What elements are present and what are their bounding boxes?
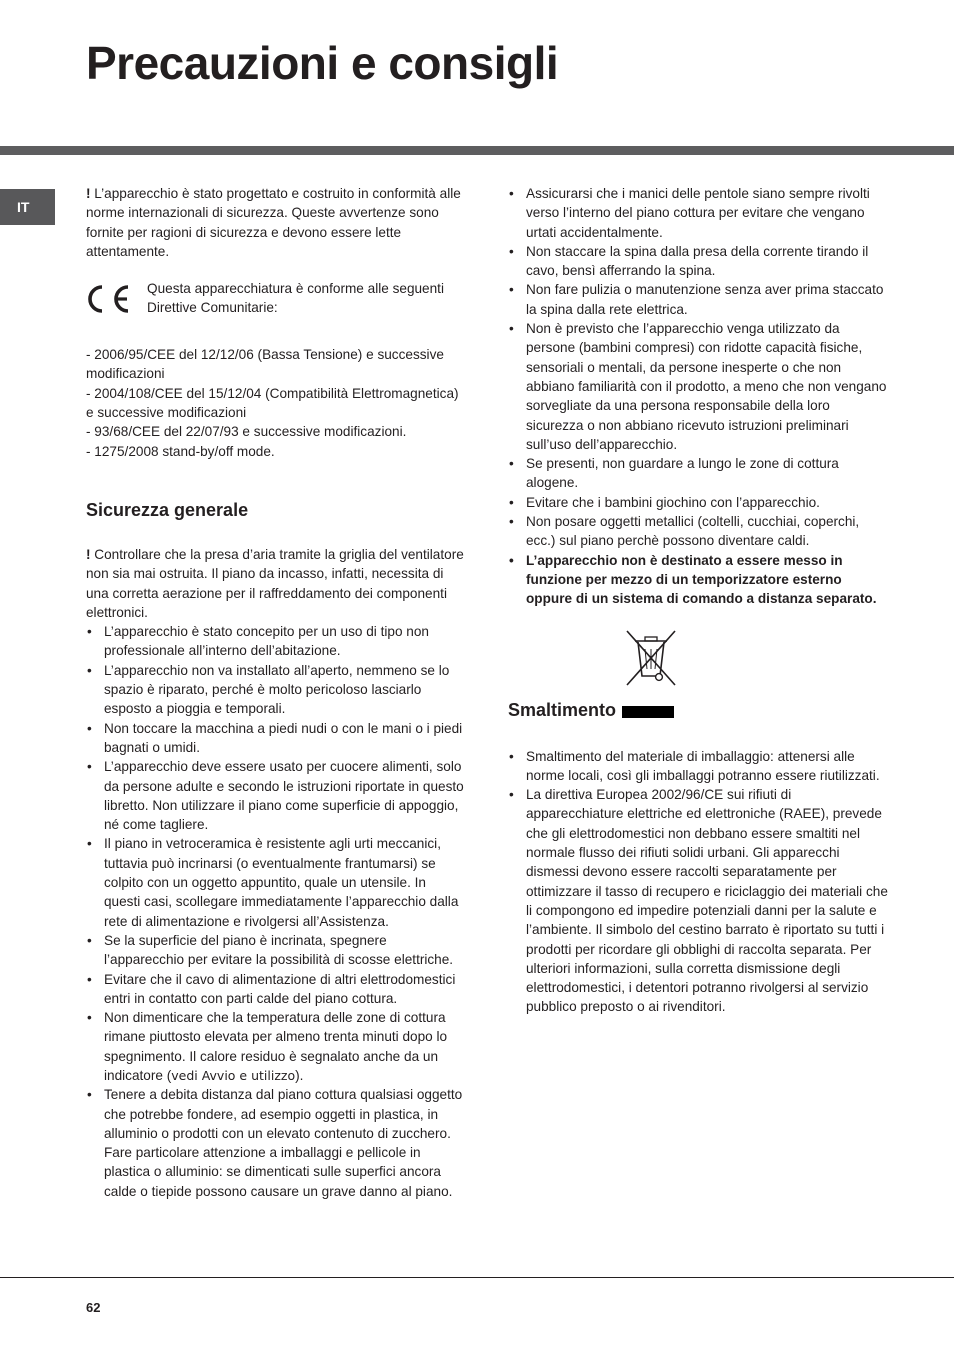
safety-intro-paragraph xyxy=(86,545,464,622)
list-item: • Non posare oggetti metallici (coltelli, cucchiai, coperchi, ecc.) sul piano perchè possono diventare caldi. xyxy=(508,512,890,551)
list-item: • Non è previsto che l’apparecchio venga utilizzato da persone (bambini compresi) con ridotte capacità fisiche, sensoriali o mentali, da persone inesperte o che non abbiano familiarità con il prodotto, a meno che non vengano sorvegliate da una persona responsabile della loro sicurezza o non abbiano ricevuto istruzioni preliminari sull’uso dell’apparecchio. xyxy=(508,319,890,454)
safety-list xyxy=(86,622,464,1201)
list-item xyxy=(86,1008,464,1085)
right-column xyxy=(508,184,890,1017)
intro-text: L’apparecchio è stato progettato e costruito in conformità alle norme internazionali di sicurezza. Queste avvertenze sono fornite per ragioni di sicurezza e devono essere lette attentamente. xyxy=(86,186,461,259)
directive-item: - 1275/2008 stand-by/off mode. xyxy=(86,443,275,459)
safety-intro-text: Controllare che la presa d’aria tramite la griglia del ventilatore non sia mai ostruita. Il piano da incasso, infatti, necessita di una corretta aerazione per il raffreddamento dei componenti elettronici. xyxy=(86,546,464,620)
list-item: • Tenere a debita distanza dal piano cottura qualsiasi oggetto che potrebbe fondere, ad esempio oggetti in plastica, in alluminio o prodotti con un elevato contenuto di zucchero. Fare particolare attenzione a imballaggi e pellicole in plastica o alluminio: se dimenticati sulle superfici ancora calde o tiepide possono causare un grave danno al piano. xyxy=(86,1085,464,1201)
weee-symbol-area xyxy=(508,629,890,699)
crossed-bin-icon xyxy=(624,629,678,687)
safety-list-continued xyxy=(508,184,890,609)
list-item: • La direttiva Europea 2002/96/CE sui rifiuti di apparecchiature elettriche ed elettroniche (RAEE), prevede che gli elettrodomestici non debbano essere smaltiti nel normale flusso dei rifiuti solidi urbani. Gli apparecchi dismessi devono essere raccolti separatamente per ottimizzare il tasso di recupero e riciclaggio dei materiali che li compongono ed impedire potenziali danni per la salute e l’ambiente. Il simbolo del cestino barrato è riportato su tutti i prodotti per ricordare gli obblighi di raccolta separata. Per ulteriori informazioni, sulla corretta dismissione degli elettrodomestici, i detentori potranno rivolgersi al servizio pubblico preposto o ai rivenditori. xyxy=(508,785,890,1017)
list-item: • L’apparecchio non va installato all’aperto, nemmeno se lo spazio è riparato, perché è molto pericoloso lasciarlo esposto a pioggia e temporali. xyxy=(86,661,464,719)
disposal-heading xyxy=(508,699,890,721)
warning-mark: ! xyxy=(86,186,91,201)
list-item: • Non toccare la macchina a piedi nudi o con le mani o i piedi bagnati o umidi. xyxy=(86,719,464,758)
left-column xyxy=(86,184,464,1201)
directive-item: - 2006/95/CEE del 12/12/06 (Bassa Tensione) e successive modificazioni xyxy=(86,347,444,382)
list-item: • Il piano in vetroceramica è resistente agli urti meccanici, tuttavia può incrinarsi (o eventualmente frantumarsi) se colpito con un oggetto appuntito, quale un utensile. In questi casi, scollegare immediatamente l’apparecchio dalla rete di alimentazione e rivolgersi all’Assistenza. xyxy=(86,834,464,930)
language-tab: IT xyxy=(0,189,55,225)
list-item: • L’apparecchio è stato concepito per un uso di tipo non professionale all’interno dell’abitazione. xyxy=(86,622,464,661)
ce-conformity-block xyxy=(86,279,464,343)
list-item: • Evitare che il cavo di alimentazione di altri elettrodomestici entri in contatto con parti calde del piano cottura. xyxy=(86,970,464,1009)
ce-mark-icon xyxy=(86,284,132,314)
list-item: • Non fare pulizia o manutenzione senza aver prima staccato la spina dalla rete elettrica. xyxy=(508,280,890,319)
residual-heat-text: Non dimenticare che la temperatura delle zone di cottura rimane piuttosto elevata per almeno trenta minuti dopo lo spegnimento. Il calore residuo è segnalato anche da un indicatore ( xyxy=(104,1010,448,1083)
page-number: 62 xyxy=(86,1300,101,1315)
list-item-bold-warning: • L’apparecchio non è destinato a essere messo in funzione per mezzo di un temporizzatore esterno oppure di un sistema di comando a distanza separato. xyxy=(508,551,890,609)
disposal-heading-text: Smaltimento xyxy=(508,699,617,720)
residual-heat-text-end: ). xyxy=(295,1067,304,1083)
weee-bar-icon xyxy=(622,706,674,718)
ce-conformity-text: Questa apparecchiatura è conforme alle seguenti Direttive Comunitarie: xyxy=(147,281,444,316)
directive-item: - 93/68/CEE del 22/07/93 e successive modificazioni. xyxy=(86,424,407,440)
page-title: Precauzioni e consigli xyxy=(86,37,559,89)
intro-paragraph xyxy=(86,184,464,261)
list-item: • Non staccare la spina dalla presa della corrente tirando il cavo, bensì afferrando la spina. xyxy=(508,242,890,281)
cross-reference: vedi Avvio e utilizzo xyxy=(171,1067,296,1083)
list-item: • Assicurarsi che i manici delle pentole siano sempre rivolti verso l’interno del piano cottura per evitare che vengano urtati accidentalmente. xyxy=(508,184,890,242)
footer-divider xyxy=(0,1277,954,1278)
list-item: • Se presenti, non guardare a lungo le zone di cottura alogene. xyxy=(508,454,890,493)
safety-heading: Sicurezza generale xyxy=(86,499,249,520)
list-item: • Evitare che i bambini giochino con l’apparecchio. xyxy=(508,493,890,512)
disposal-list xyxy=(508,747,890,1017)
directives-list xyxy=(86,345,464,461)
directive-item: - 2004/108/CEE del 15/12/04 (Compatibilità Elettromagnetica) e successive modificazioni xyxy=(86,385,459,421)
list-item: • Se la superficie del piano è incrinata, spegnere l’apparecchio per evitare la possibilità di scosse elettriche. xyxy=(86,931,464,970)
warning-mark: ! xyxy=(86,546,91,562)
list-item: • Smaltimento del materiale di imballaggio: attenersi alle norme locali, così gli imballaggi potranno essere riutilizzati. xyxy=(508,747,890,786)
list-item: • L’apparecchio deve essere usato per cuocere alimenti, solo da persone adulte e secondo le istruzioni riportate in questo libretto. Non utilizzare il piano come superficie di appoggio, né come tagliere. xyxy=(86,757,464,834)
title-divider xyxy=(0,146,954,155)
